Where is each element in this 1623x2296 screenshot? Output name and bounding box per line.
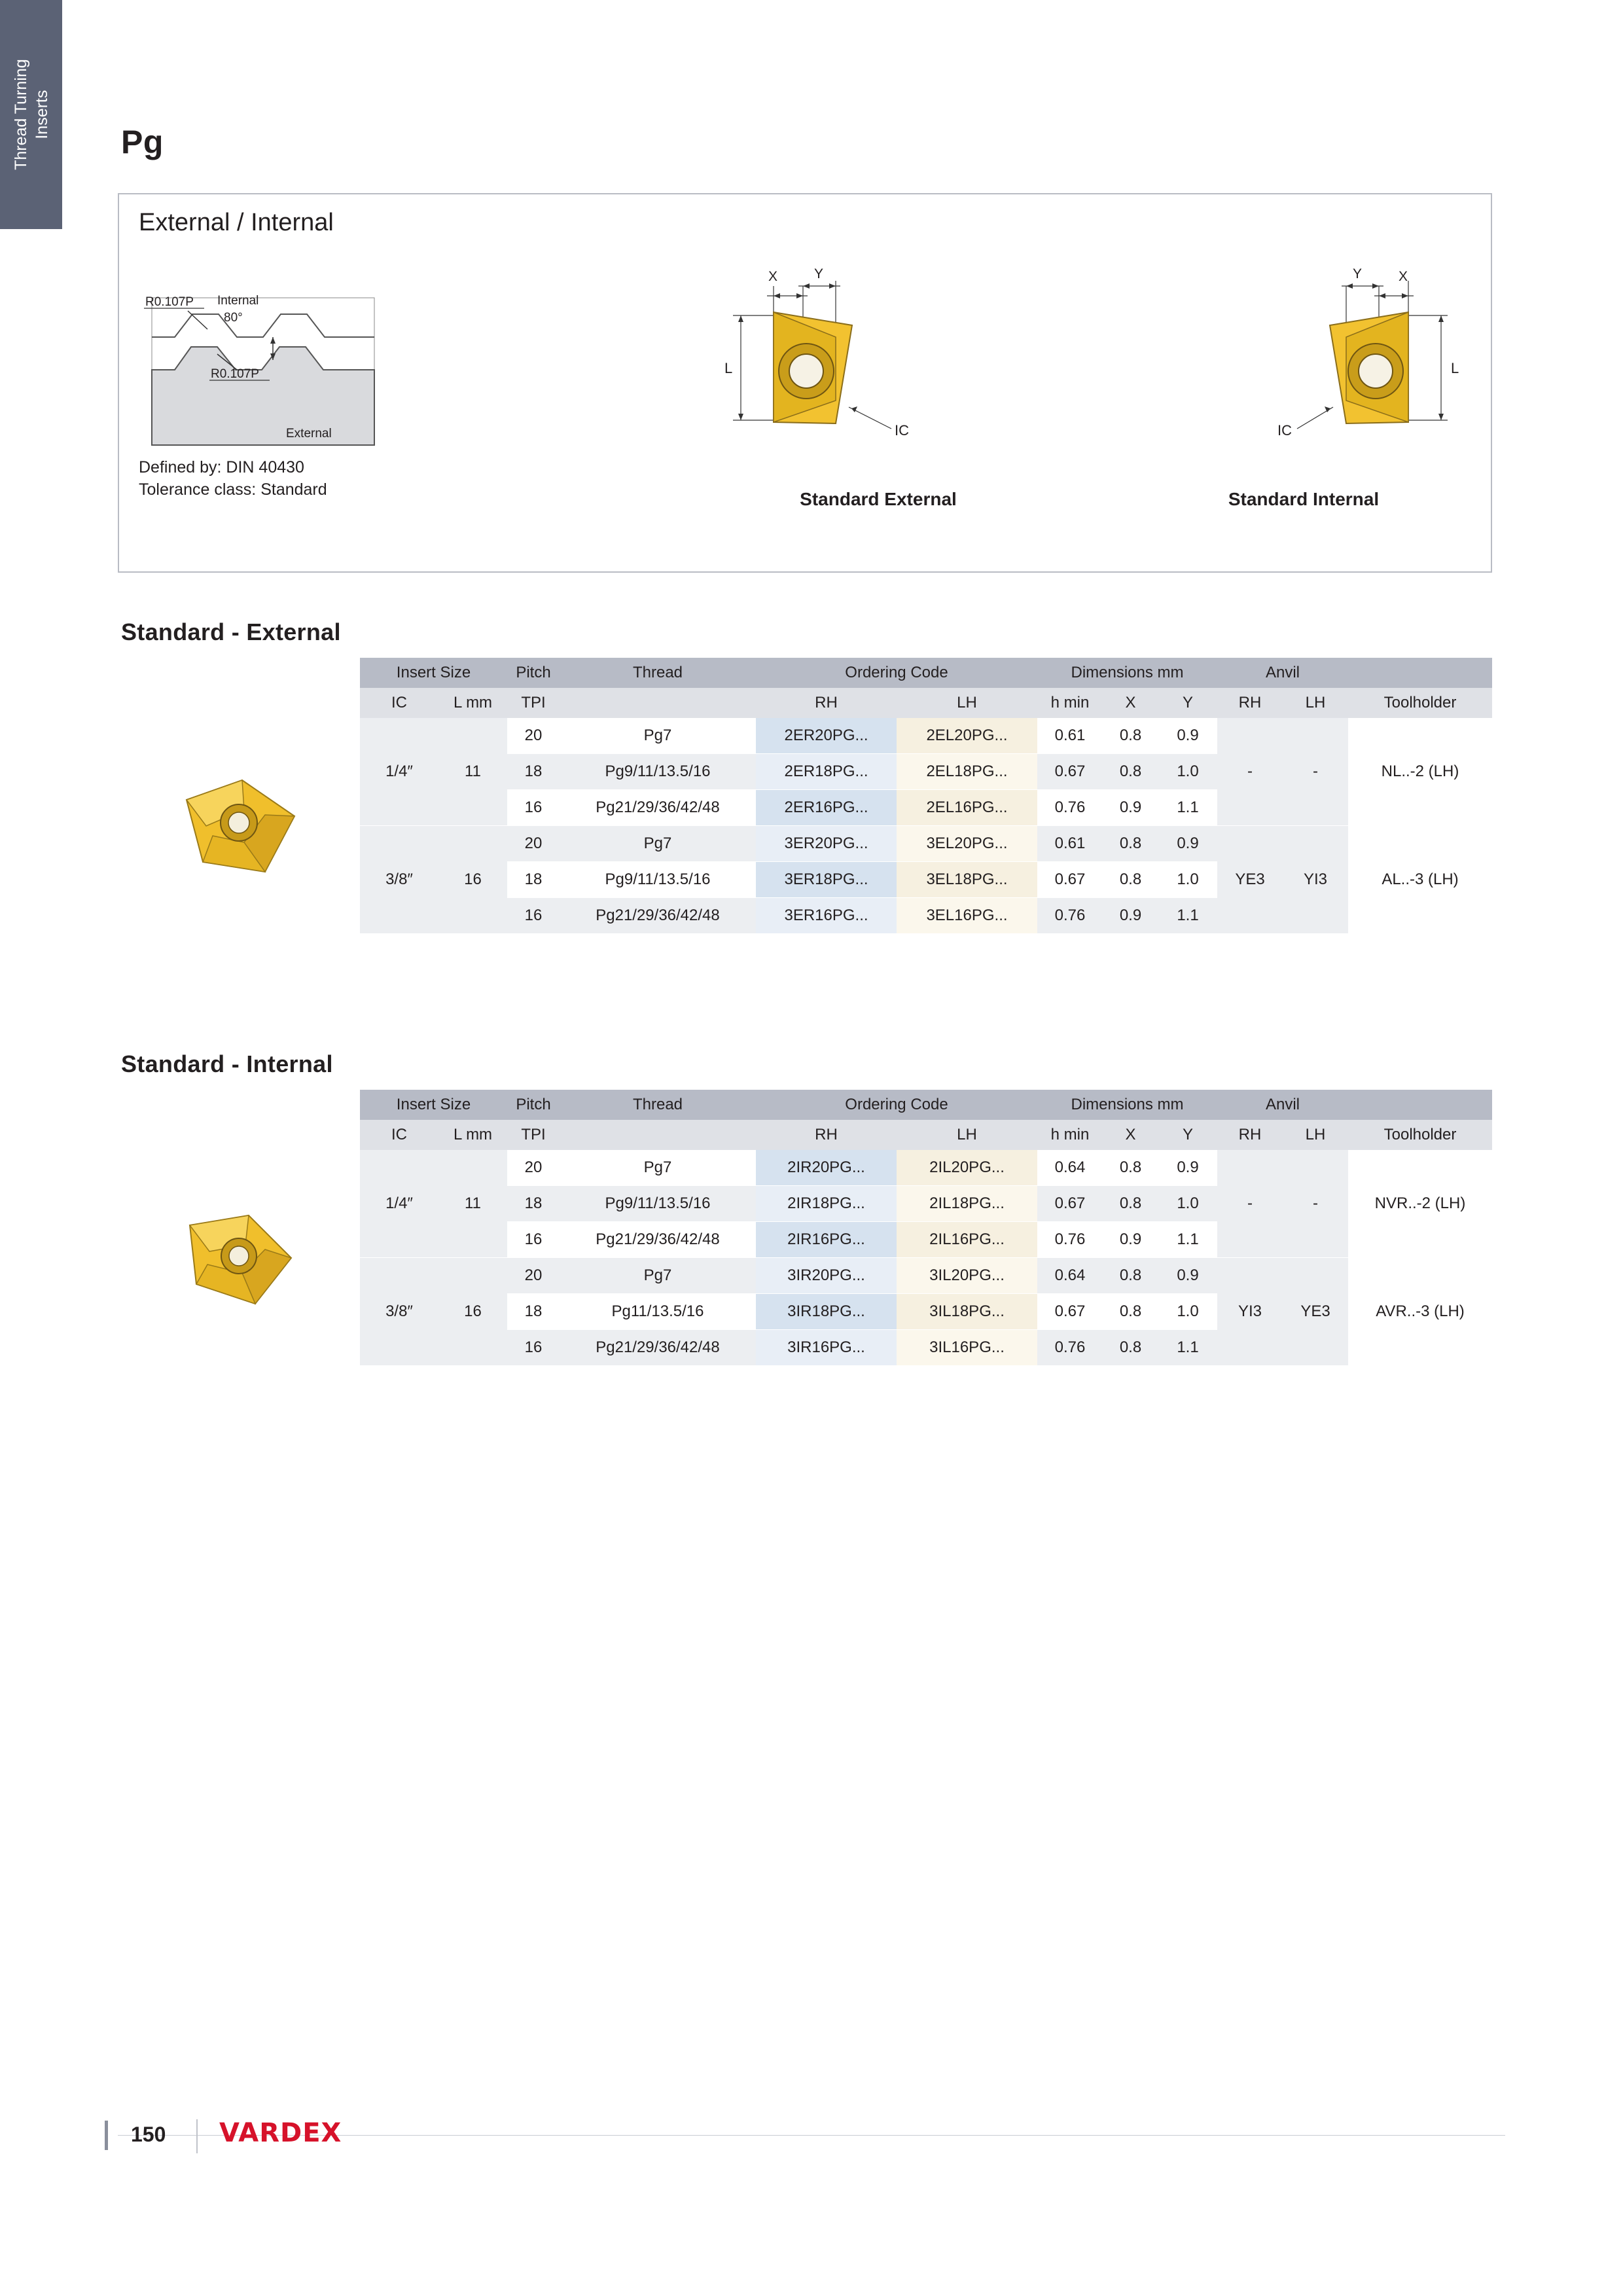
table-header-row-2 — [118, 688, 1492, 718]
cell-x: 0.8 — [1103, 826, 1158, 862]
header-pitch: Pitch — [507, 1090, 560, 1120]
header-y: Y — [1158, 688, 1217, 718]
cell-y: 1.0 — [1158, 1294, 1217, 1330]
cell-x: 0.8 — [1103, 1186, 1158, 1222]
table-row — [118, 718, 1492, 754]
cell-rh-code: 3ER20PG... — [756, 826, 897, 862]
header-ic: IC — [360, 1120, 438, 1150]
cell-lh-code: 3EL16PG... — [897, 898, 1037, 934]
cell-x: 0.9 — [1103, 1222, 1158, 1258]
header-spacer-2 — [118, 1120, 360, 1150]
cell-thread: Pg7 — [560, 1258, 756, 1294]
cell-rh-code: 3IR16PG... — [756, 1330, 897, 1366]
header-ordering-code: Ordering Code — [756, 658, 1037, 688]
insert-external-svg — [167, 764, 311, 888]
cell-lh-code: 2EL16PG... — [897, 790, 1037, 826]
standard-external-svg — [695, 266, 1061, 482]
cell-rh-code: 2IR16PG... — [756, 1222, 897, 1258]
cell-tpi: 16 — [507, 790, 560, 826]
svg-text:X: X — [768, 269, 778, 284]
insert-photo-internal-graphic — [167, 1196, 311, 1320]
header-rh: RH — [756, 1120, 897, 1150]
header-toolholder: Toolholder — [1348, 688, 1492, 718]
cell-thread: Pg7 — [560, 826, 756, 862]
cell-hmin: 0.67 — [1037, 1186, 1103, 1222]
cell-tpi: 18 — [507, 862, 560, 898]
header-toolholder-spacer — [1348, 658, 1492, 688]
header-tpi: TPI — [507, 1120, 560, 1150]
standard-internal-caption: Standard Internal — [1228, 489, 1380, 509]
header-spacer-2 — [118, 688, 360, 718]
svg-text:R0.107P: R0.107P — [211, 367, 259, 381]
svg-text:80°: 80° — [224, 311, 243, 325]
cell-l: 11 — [438, 718, 507, 826]
cell-toolholder: AVR..-3 (LH) — [1348, 1258, 1492, 1366]
cell-anvil-lh: YE3 — [1283, 1258, 1348, 1366]
thread-profile-diagram — [139, 272, 391, 448]
cell-ic: 1/4″ — [360, 718, 438, 826]
side-tab-line1: Thread Turning — [11, 59, 30, 170]
table-header-row-2 — [118, 1120, 1492, 1150]
cell-l: 16 — [438, 826, 507, 934]
cell-ic: 3/8″ — [360, 826, 438, 934]
cell-y: 1.0 — [1158, 862, 1217, 898]
header-insert-size: Insert Size — [360, 658, 507, 688]
header-dimensions: Dimensions mm — [1037, 1090, 1217, 1120]
cell-tpi: 20 — [507, 1258, 560, 1294]
cell-toolholder: NVR..-2 (LH) — [1348, 1150, 1492, 1258]
spec-table-internal — [118, 1090, 1492, 1366]
svg-text:X: X — [1399, 269, 1408, 284]
table-row — [118, 1150, 1492, 1186]
cell-y: 0.9 — [1158, 826, 1217, 862]
insert-photo-external — [118, 718, 360, 934]
cell-lh-code: 2IL20PG... — [897, 1150, 1037, 1186]
cell-lh-code: 3IL16PG... — [897, 1330, 1037, 1366]
cell-anvil-lh: YI3 — [1283, 826, 1348, 934]
svg-text:Y: Y — [814, 266, 824, 281]
cell-tpi: 20 — [507, 1150, 560, 1186]
page-title: Pg — [121, 124, 164, 160]
cell-thread: Pg21/29/36/42/48 — [560, 790, 756, 826]
side-tab-label — [10, 59, 52, 170]
cell-rh-code: 2ER20PG... — [756, 718, 897, 754]
cell-y: 1.1 — [1158, 790, 1217, 826]
cell-thread: Pg21/29/36/42/48 — [560, 898, 756, 934]
cell-hmin: 0.76 — [1037, 790, 1103, 826]
cell-hmin: 0.67 — [1037, 862, 1103, 898]
header-anvil-rh: RH — [1217, 688, 1283, 718]
cell-x: 0.8 — [1103, 1294, 1158, 1330]
header-ordering-code: Ordering Code — [756, 1090, 1037, 1120]
cell-tpi: 20 — [507, 718, 560, 754]
cell-tpi: 16 — [507, 898, 560, 934]
cell-anvil-lh: - — [1283, 718, 1348, 826]
defined-by-text: Defined by: DIN 40430 — [139, 458, 304, 476]
cell-y: 0.9 — [1158, 1258, 1217, 1294]
cell-anvil-rh: - — [1217, 1150, 1283, 1258]
cell-tpi: 18 — [507, 1294, 560, 1330]
svg-text:External: External — [286, 427, 332, 440]
cell-x: 0.8 — [1103, 1330, 1158, 1366]
cell-x: 0.8 — [1103, 1150, 1158, 1186]
cell-thread: Pg9/11/13.5/16 — [560, 754, 756, 790]
header-thread-blank — [560, 688, 756, 718]
cell-toolholder: AL..-3 (LH) — [1348, 826, 1492, 934]
cell-y: 0.9 — [1158, 718, 1217, 754]
cell-lh-code: 2EL20PG... — [897, 718, 1037, 754]
page-number: 150 — [131, 2123, 166, 2146]
cell-x: 0.8 — [1103, 754, 1158, 790]
section-heading-internal: Standard - Internal — [121, 1050, 333, 1077]
table-header-row-1 — [118, 658, 1492, 688]
header-anvil-lh: LH — [1283, 688, 1348, 718]
cell-rh-code: 2IR18PG... — [756, 1186, 897, 1222]
standard-internal-diagram — [1120, 266, 1487, 482]
cell-lh-code: 3EL20PG... — [897, 826, 1037, 862]
side-tab-line2: Inserts — [32, 90, 51, 139]
cell-ic: 3/8″ — [360, 1258, 438, 1366]
header-anvil-lh: LH — [1283, 1120, 1348, 1150]
cell-hmin: 0.76 — [1037, 898, 1103, 934]
cell-anvil-rh: - — [1217, 718, 1283, 826]
standard-internal-svg — [1120, 266, 1487, 482]
cell-x: 0.8 — [1103, 718, 1158, 754]
header-thread: Thread — [560, 658, 756, 688]
header-spacer — [118, 658, 360, 688]
cell-y: 1.0 — [1158, 1186, 1217, 1222]
cell-lh-code: 2IL18PG... — [897, 1186, 1037, 1222]
cell-lh-code: 3EL18PG... — [897, 862, 1037, 898]
cell-thread: Pg9/11/13.5/16 — [560, 862, 756, 898]
header-hmin: h min — [1037, 688, 1103, 718]
cell-tpi: 16 — [507, 1222, 560, 1258]
header-tpi: TPI — [507, 688, 560, 718]
header-anvil: Anvil — [1217, 658, 1348, 688]
cell-tpi: 18 — [507, 754, 560, 790]
cell-anvil-rh: YE3 — [1217, 826, 1283, 934]
cell-rh-code: 2ER16PG... — [756, 790, 897, 826]
header-spacer — [118, 1090, 360, 1120]
cell-x: 0.9 — [1103, 790, 1158, 826]
header-toolholder-spacer — [1348, 1090, 1492, 1120]
header-thread-blank — [560, 1120, 756, 1150]
svg-text:IC: IC — [1277, 422, 1292, 439]
header-ic: IC — [360, 688, 438, 718]
cell-thread: Pg7 — [560, 718, 756, 754]
header-x: X — [1103, 1120, 1158, 1150]
cell-x: 0.9 — [1103, 898, 1158, 934]
cell-hmin: 0.76 — [1037, 1330, 1103, 1366]
cell-x: 0.8 — [1103, 1258, 1158, 1294]
tolerance-class-text: Tolerance class: Standard — [139, 480, 327, 499]
header-l-mm: L mm — [438, 688, 507, 718]
cell-y: 1.1 — [1158, 1330, 1217, 1366]
cell-thread: Pg7 — [560, 1150, 756, 1186]
header-l-mm: L mm — [438, 1120, 507, 1150]
svg-text:Y: Y — [1353, 266, 1363, 281]
header-rh: RH — [756, 688, 897, 718]
table-standard-external — [118, 658, 1492, 934]
table-standard-internal — [118, 1090, 1492, 1366]
cell-lh-code: 2IL16PG... — [897, 1222, 1037, 1258]
cell-thread: Pg9/11/13.5/16 — [560, 1186, 756, 1222]
cell-tpi: 18 — [507, 1186, 560, 1222]
header-toolholder: Toolholder — [1348, 1120, 1492, 1150]
cell-y: 0.9 — [1158, 1150, 1217, 1186]
cell-hmin: 0.76 — [1037, 1222, 1103, 1258]
header-lh: LH — [897, 688, 1037, 718]
cell-thread: Pg21/29/36/42/48 — [560, 1222, 756, 1258]
cell-hmin: 0.64 — [1037, 1150, 1103, 1186]
header-y: Y — [1158, 1120, 1217, 1150]
svg-text:IC: IC — [895, 422, 909, 439]
brand-logo: VARDEX — [219, 2118, 342, 2148]
svg-text:L: L — [1451, 360, 1459, 376]
cell-hmin: 0.64 — [1037, 1258, 1103, 1294]
cell-hmin: 0.67 — [1037, 754, 1103, 790]
table-header-row-1 — [118, 1090, 1492, 1120]
cell-l: 16 — [438, 1258, 507, 1366]
insert-photo-external-graphic — [167, 764, 311, 888]
cell-hmin: 0.61 — [1037, 826, 1103, 862]
cell-lh-code: 2EL18PG... — [897, 754, 1037, 790]
thread-profile-svg — [139, 272, 391, 448]
header-insert-size: Insert Size — [360, 1090, 507, 1120]
cell-anvil-rh: YI3 — [1217, 1258, 1283, 1366]
cell-tpi: 16 — [507, 1330, 560, 1366]
cell-ic: 1/4″ — [360, 1150, 438, 1258]
cell-toolholder: NL..-2 (LH) — [1348, 718, 1492, 826]
svg-text:R0.107P: R0.107P — [145, 295, 194, 309]
header-pitch: Pitch — [507, 658, 560, 688]
side-tab — [0, 0, 62, 229]
cell-thread: Pg21/29/36/42/48 — [560, 1330, 756, 1366]
cell-y: 1.1 — [1158, 1222, 1217, 1258]
cell-lh-code: 3IL18PG... — [897, 1294, 1037, 1330]
cell-rh-code: 2ER18PG... — [756, 754, 897, 790]
cell-rh-code: 3ER18PG... — [756, 862, 897, 898]
cell-rh-code: 2IR20PG... — [756, 1150, 897, 1186]
cell-y: 1.0 — [1158, 754, 1217, 790]
section-heading-external: Standard - External — [121, 619, 341, 645]
header-lh: LH — [897, 1120, 1037, 1150]
info-box-title: External / Internal — [139, 209, 334, 236]
cell-lh-code: 3IL20PG... — [897, 1258, 1037, 1294]
insert-internal-svg — [167, 1196, 311, 1320]
header-x: X — [1103, 688, 1158, 718]
info-box — [118, 193, 1492, 573]
cell-anvil-lh: - — [1283, 1150, 1348, 1258]
cell-hmin: 0.61 — [1037, 718, 1103, 754]
header-anvil-rh: RH — [1217, 1120, 1283, 1150]
cell-rh-code: 3IR20PG... — [756, 1258, 897, 1294]
cell-thread: Pg11/13.5/16 — [560, 1294, 756, 1330]
cell-l: 11 — [438, 1150, 507, 1258]
header-anvil: Anvil — [1217, 1090, 1348, 1120]
cell-x: 0.8 — [1103, 862, 1158, 898]
cell-hmin: 0.67 — [1037, 1294, 1103, 1330]
standard-external-diagram — [695, 266, 1061, 482]
cell-rh-code: 3ER16PG... — [756, 898, 897, 934]
svg-text:L: L — [724, 360, 733, 376]
header-thread: Thread — [560, 1090, 756, 1120]
header-hmin: h min — [1037, 1120, 1103, 1150]
standard-external-caption: Standard External — [800, 489, 957, 509]
header-dimensions: Dimensions mm — [1037, 658, 1217, 688]
cell-tpi: 20 — [507, 826, 560, 862]
footer-separator — [196, 2119, 198, 2153]
cell-rh-code: 3IR18PG... — [756, 1294, 897, 1330]
cell-y: 1.1 — [1158, 898, 1217, 934]
footer-accent-bar — [105, 2121, 108, 2150]
insert-photo-internal — [118, 1150, 360, 1366]
svg-text:Internal: Internal — [217, 294, 259, 308]
info-box-caption — [139, 456, 327, 501]
spec-table-external — [118, 658, 1492, 934]
